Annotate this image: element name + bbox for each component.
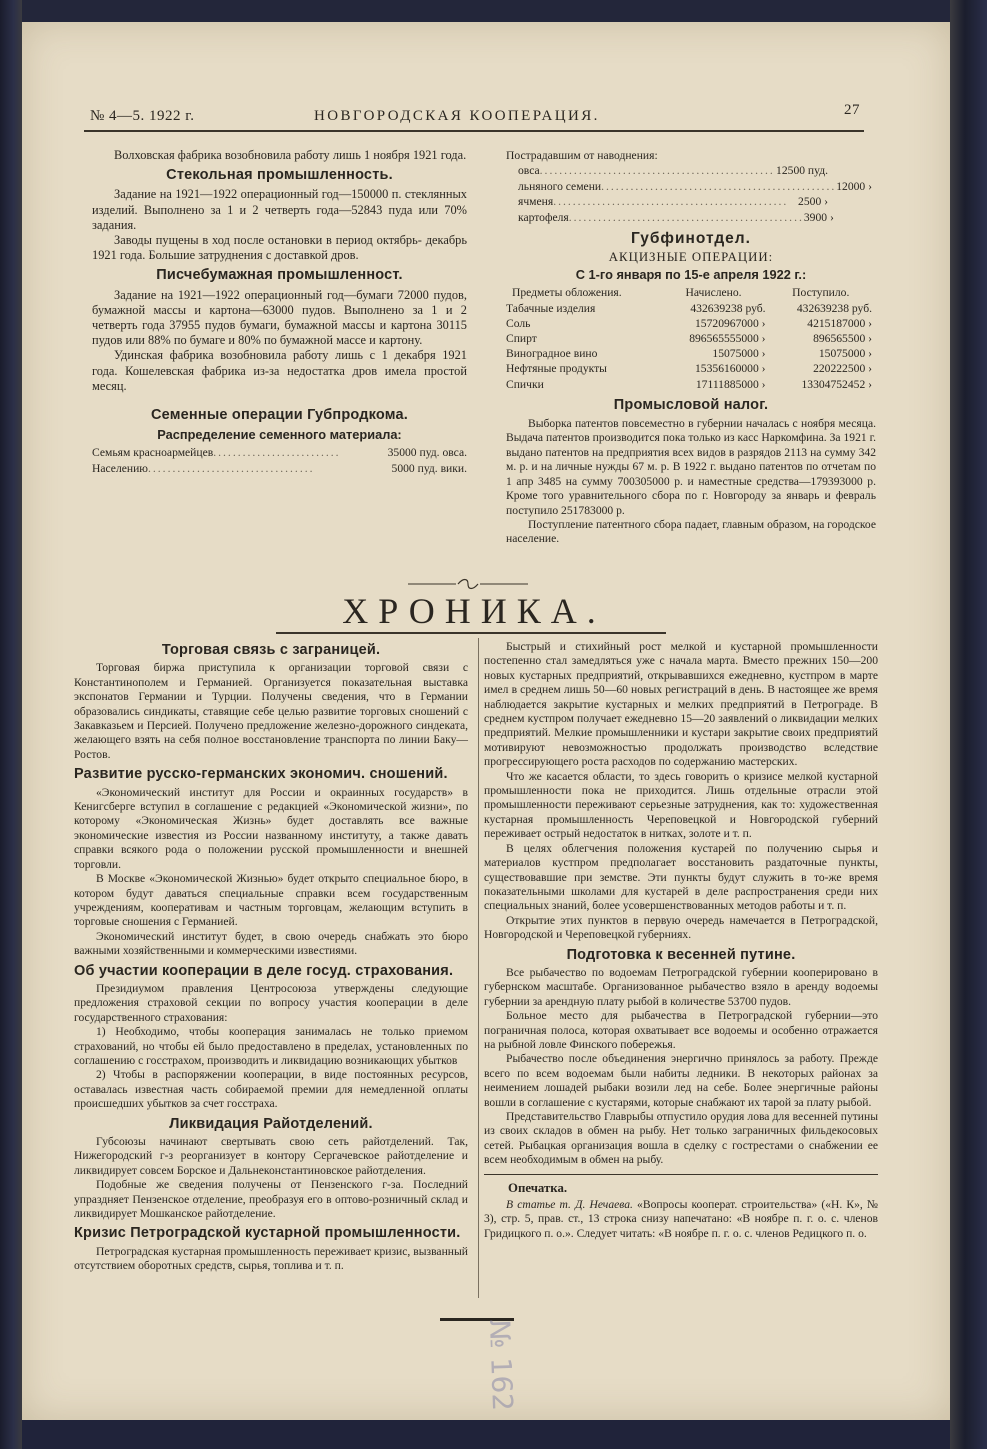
crisis-heading: Кризис Петроградской кустарной промышленности.	[74, 1225, 461, 1242]
excise-received: 896565500 ›	[813, 332, 872, 346]
seeds-value: 5000 пуд. вики.	[391, 461, 467, 475]
excise-charged: 896565555000 ›	[689, 332, 766, 346]
trade-tax-paragraph-1: Выборка патентов повсеместно в губернии началась с ноября месяца. Выдача патентов производится пока только из касс Наркомфина. За 1921 г. выдано патентов на предприятия всех видов в разрядов 2113 на сумму 342 м. р. и на личные нужды 67 м. р. В 1922 г. выдано патентов по отчетам по 1 апр 3485 на сумму 700305000 р. и наместные средства—179393000 р. Кроме того уравнительного сбора по г. Новгороду за январь и февраль поступило 251783000 р.	[506, 417, 876, 517]
crisis-paragraph: Петроградская кустарная промышленность переживает кризис, вызванный отсутствием оборотных средств, сырья, топлива и т. п.	[74, 1244, 468, 1273]
liquidation-paragraph-2: Подобные же сведения получены от Пензенского г-за. Последний упраздняет Пензенское отделение, преобразуя его в оптово-розничный склад и ликвидирует Мошканское райотделение.	[74, 1178, 468, 1221]
publication-title: НОВГОРОДСКАЯ КООПЕРАЦИЯ.	[314, 108, 600, 124]
seeds-value: 35000 пуд. овса.	[387, 446, 467, 460]
trade-tax-heading: Промысловой налог.	[613, 396, 769, 413]
german-heading: Развитие русско-германских экономич. сношений.	[74, 766, 448, 783]
glass-heading: Стекольная промышленность.	[166, 167, 393, 184]
excise-received: 13304752452 ›	[801, 377, 872, 391]
excise-received: 4215187000 ›	[807, 316, 872, 330]
flood-label: льняного семени	[518, 179, 602, 193]
fishing-paragraph-2: Больное место для рыбачества в Петроградской губернии—это пограничная полоса, которая охватывает все водоемы и особенно отражается на рыбной ловле Финского побережья.	[484, 1009, 878, 1051]
book-edge-right	[950, 0, 987, 1449]
flood-row	[518, 194, 828, 209]
german-paragraph-2: В Москве «Экономической Жизнью» будет открыто специальное бюро, в котором будут даваться специальные справки всем государственным учреждениям, кооперативам и частным торговцам, желающим вступить в торговые сношения с Германией.	[74, 872, 468, 929]
excise-charged: 15720967000 ›	[695, 316, 766, 330]
liquidation-paragraph-1: Губсоюзы начинают свертывать свою сеть райотделений. Так, Нижегородский г-з реорганизует в контору Сергачевское райотделение и ликвидирует совсем Борское и Дальнеконстантиновское райотделения.	[74, 1135, 468, 1177]
excise-row	[506, 316, 876, 331]
excise-item: Соль	[506, 316, 531, 330]
paper-paragraph-1: Задание на 1921—1922 операционный год—бумаги 72000 пудов, бумажной массы и картона—63000 пудов. Выполнено за 1 и 2 четверть года 37955 пудов бумаги, бумажной массы и картона 30115 пудов или 88% по бумаге и 80% по бумажной массе и картону.	[92, 287, 467, 348]
fishing-paragraph-1: Все рыбачество по водоемам Петроградской губернии кооперировано в губернском масштабе. Организованное рыбачество взяло в аренду водоемы губернии за арендную плату рыбой в количестве 53700 пудов.	[484, 965, 878, 1008]
flood-row	[518, 179, 872, 194]
leader-dots: ................................................	[601, 179, 837, 193]
seeds-subheading: Распределение семенного материала:	[157, 427, 402, 443]
excise-received: 220222500 ›	[813, 362, 872, 376]
chronicle-rule	[276, 632, 666, 634]
crisis-cont-paragraph-1: Быстрый и стихийный рост мелкой и кустарной промышленности постепенно стал замедляться уже с начала марта. Вместо прежних 150—200 новых кустарных предприятий, открывавшихся ежедневно, кустпром в марте имел в среднем лишь 50—60 новых регистраций в день. В настоящее же время наблюдается закрытие кустарных и мелких предприятий в Петрограде. В среднем кустпром получает ежедневно 15—20 заявлений о ликвидации мелких предприятий. Мелкие промышленники и кустари закрытие своих предприятий мотивируют невозможностью продолжать производство вследствие прогрессирующего роста расходов по содержанию мастерских.	[484, 640, 878, 769]
excise-item: Спирт	[506, 332, 537, 346]
flood-row	[518, 163, 828, 178]
right-top-column	[506, 148, 876, 547]
book-binding-left	[0, 0, 22, 1449]
seeds-label: Семьям красноармейцев	[92, 446, 214, 460]
insurance-heading: Об участии кооперации в деле госуд. страхования.	[74, 962, 454, 979]
flood-row	[518, 210, 834, 225]
excise-table	[506, 285, 876, 391]
intro-paragraph: Волховская фабрика возобновила работу лишь 1 ноября 1921 года.	[114, 148, 467, 162]
excise-row	[506, 331, 876, 346]
german-paragraph-1: «Экономический институт для России и окраинных государств» в Кенигсберге вступил в соглашение с редакцией «Экономической жизни», по которому «Экономическая Жизнь» будет доставлять все важные экономические известия из России названному институту, а также давать справки всякого рода о положении русской промышленности и внешней торговли.	[74, 785, 468, 871]
erratum-text: «Вопросы кооперат. строительства» («Н. К», № 3), стр. 5, прав. ст., 13 строка снизу напечатано: «В ноябре п. г. о. с. членов Гридицкого п. о.». Следует читать: «В ноябре п. г. о. с. членов Редицкого п. о.	[484, 1198, 878, 1240]
excise-charged: 15075000 ›	[712, 347, 766, 361]
fishing-paragraph-4: Представительство Главрыбы отпустило орудия лова для весенней путины из своих складов в обмен на рыбу. Нет только заграничных фильдекосовых сетей. Рыбацкая организация вошла в сделку с гострестами о снабжении ее всем необходимым в обмен на рыбу.	[484, 1110, 878, 1167]
excise-charged: 432639238 руб.	[690, 301, 766, 315]
header-rule	[84, 130, 864, 132]
glass-paragraph-1: Задание на 1921—1922 операционный год—150000 п. стеклянных изделий. Выполнено за 1 и 2 четверть года—52843 пуда или 70% задания.	[92, 187, 467, 232]
paper-paragraph-2: Удинская фабрика возобновила работу лишь с 1 декабря 1921 года. Кошелевская фабрика из-за недостатка дров имела простой месяц.	[92, 348, 467, 393]
excise-received: 15075000 ›	[818, 347, 872, 361]
gubfin-heading: Губфинотдел.	[631, 230, 751, 248]
leader-dots: ................................................	[539, 164, 775, 178]
page-number: 27	[844, 102, 860, 118]
trade-paragraph: Торговая биржа приступила к организации торговой связи с Константинополем и Германией. Организуется показательная выставка экспонатов Германии и Турции. Получены сведения, что в Германии образовались синдикаты, ставящие себе целью развитие торговых сношений с Закавказьем и Персией. Получено предложение железно-дорожного синдеката, желающего взять на себя полное восстановление транспорта по линии Баку—Ростов.	[74, 661, 468, 761]
left-bottom-column	[74, 638, 468, 1274]
excise-item: Нефтяные продукты	[506, 362, 607, 376]
leader-dots: ................................................	[553, 195, 789, 209]
liquidation-heading: Ликвидация Райотделений.	[169, 1115, 373, 1132]
seeds-label: Населению	[92, 461, 148, 475]
flood-value: 12000 ›	[836, 179, 872, 193]
crisis-cont-paragraph-4: Открытие этих пунктов в первую очередь намечается в Петроградской, Новгородской и Череповецкой губерниях.	[484, 913, 878, 942]
crisis-cont-paragraph-2: Что же касается области, то здесь говорить о кризисе мелкой кустарной промышленности пока не приходится. Лишь отдельные отрасли этой промышленности переживают серьезные затруднения, как то: художественная кустарная промышленность Череповецкой и Новгородской губерний переживает острый недостаток в нитках, золоте и т. п.	[484, 769, 878, 841]
excise-row	[506, 301, 876, 316]
crisis-cont-paragraph-3: В целях облегчения положения кустарей по получению сырья и материалов кустпром предполагает восстановить раздаточные пункты, существовавшие при земстве. Эти пункты будут служить в то-же время показательными школами для кустарей в деле распространения среди них специальных знаний, более усовершенствованных методов работы и т. п.	[484, 841, 878, 913]
leader-dots: ................................................	[568, 210, 804, 224]
excise-row	[506, 377, 876, 392]
flood-value: 12500 пуд.	[776, 164, 828, 178]
flood-value: 3900 ›	[803, 210, 834, 224]
col-header-received: Поступило.	[792, 286, 850, 300]
leader-dots: ..................................	[147, 461, 315, 475]
right-bottom-column	[484, 640, 878, 1241]
col-header-charged: Начислено.	[685, 286, 742, 300]
excise-received: 432639238 руб.	[796, 301, 872, 315]
excise-charged: 17111885000 ›	[695, 377, 766, 391]
erratum-heading: Опечатка.	[508, 1180, 568, 1195]
german-paragraph-3: Экономический институт будет, в свою очередь снабжать это бюро важными хозяйственными и коммерческими известиями.	[74, 929, 468, 958]
seeds-row	[92, 445, 467, 460]
excise-row	[506, 361, 876, 376]
erratum-rule	[484, 1174, 878, 1175]
flood-list	[518, 163, 872, 225]
insurance-paragraph-2: 1) Необходимо, чтобы кооперация занималась не только приемом страхований, но чтобы ей было предоставлено в пределах, установленных по соглашению с госстрахом, производить и ликвидацию возникающих убытков	[74, 1025, 468, 1067]
flood-label: овса	[518, 164, 540, 178]
flood-value: 2500 ›	[798, 195, 828, 209]
flood-title-text: Пострадавшим от наводнения:	[506, 149, 658, 162]
col-header-item: Предметы обложения.	[512, 286, 622, 300]
flood-label: картофеля	[518, 210, 569, 224]
seeds-row	[92, 461, 467, 476]
flood-label: ячменя	[518, 195, 554, 209]
gubfin-sub2: С 1-го января по 15-е апреля 1922 г.:	[575, 267, 807, 283]
gubfin-sub1: АКЦИЗНЫЕ ОПЕРАЦИИ:	[608, 250, 774, 265]
trade-tax-paragraph-2: Поступление патентного сбора падает, главным образом, на городское население.	[506, 517, 876, 546]
excise-charged: 15356160000 ›	[695, 362, 766, 376]
chronicle-title: ХРОНИКА.	[342, 591, 606, 631]
paper-heading: Писчебумажная промышленност.	[156, 267, 403, 284]
erratum-author: В статье т. Д. Нечаева.	[506, 1198, 633, 1212]
excise-header-row	[506, 285, 876, 300]
excise-item: Спички	[506, 377, 544, 391]
excise-item: Виноградное вино	[506, 347, 598, 361]
flood-title	[506, 148, 876, 163]
glass-paragraph-2: Заводы пущены в ход после остановки в период октябрь- декабрь 1921 года. Большие затруднения с доставкой дров.	[92, 233, 467, 263]
insurance-paragraph-1: Президиумом правления Центросоюза утверждены следующие предложения страховой секции по вопросу участия кооперации в деле государственного страхования:	[74, 981, 468, 1024]
fishing-paragraph-3: Рыбачество после объединения энергично принялось за работу. Прежде всего по всем водоемам были набиты ледники. В некоторых районах за неимением лошадей рыбаки возили лед на себе. Более энергичные районы вошли в соглашение с кустарями, которые снабжают их тарой за плату рыбой.	[484, 1052, 878, 1109]
excise-item: Табачные изделия	[506, 301, 596, 315]
left-top-column	[92, 148, 467, 476]
insurance-paragraph-3: 2) Чтобы в распоряжении кооперации, в виде постоянных ресурсов, оставалась известная часть собираемой премии для немедленной оплаты происшедших убытков за счет госстраха.	[74, 1068, 468, 1111]
leader-dots: ..........................	[213, 446, 341, 460]
seeds-heading: Семенные операции Губпродкома.	[150, 407, 409, 424]
trade-heading: Торговая связь с заграницей.	[161, 642, 381, 658]
column-divider	[478, 638, 479, 1298]
fishing-heading: Подготовка к весенней путине.	[566, 946, 796, 963]
handwritten-inventory-mark: № 162	[482, 1318, 520, 1412]
issue-number: № 4—5. 1922 г.	[90, 108, 195, 124]
erratum-paragraph	[484, 1198, 878, 1241]
page-header	[90, 102, 860, 130]
excise-row	[506, 346, 876, 361]
